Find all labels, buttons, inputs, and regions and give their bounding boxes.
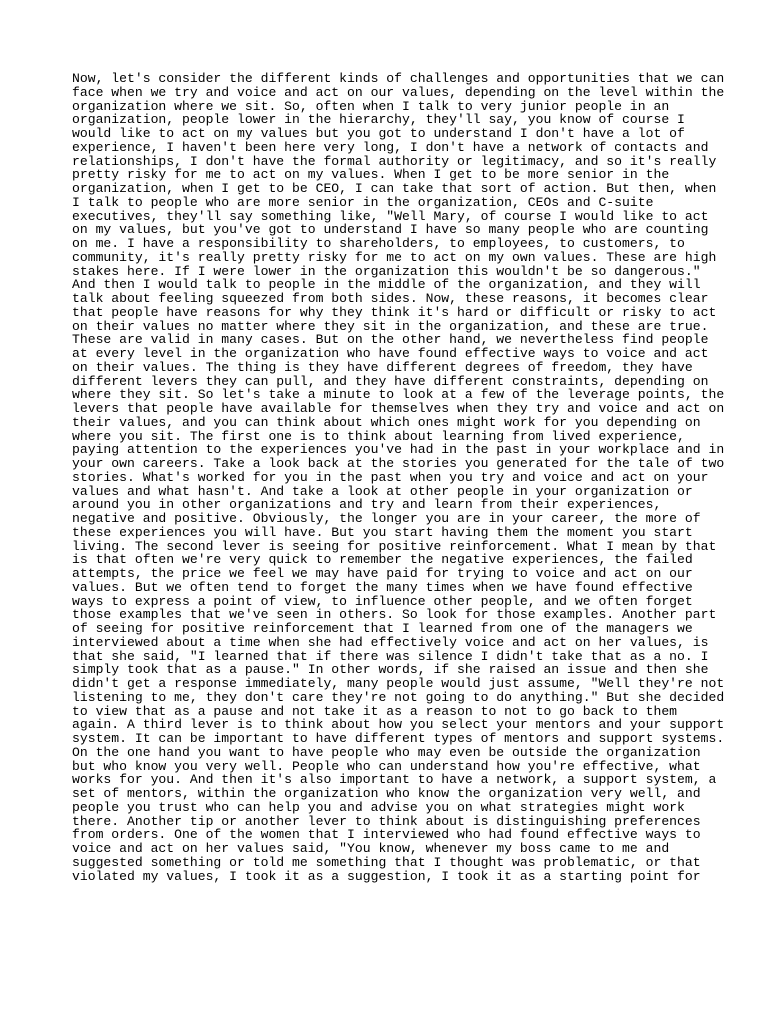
text-line: didn't get a response immediately, many people would just assume, "Well they're not <box>72 676 725 691</box>
text-line: on their values. The thing is they have different degrees of freedom, they have <box>72 359 693 375</box>
text-line: of seeing for positive reinforcement that I learned from one of the managers we <box>72 621 693 636</box>
text-line: that she said, "I learned that if there was silence I didn't take that as a no. I <box>72 648 709 664</box>
text-line: These are valid in many cases. But on the other hand, we nevertheless find people <box>72 332 709 348</box>
text-line: there. Another tip or another lever to think about is distinguishing preferences <box>72 813 701 829</box>
text-line: system. It can be important to have different types of mentors and support systems. <box>72 731 725 746</box>
text-line: suggested something or told me something that I thought was problematic, or that <box>72 854 701 870</box>
text-line: negative and positive. Obviously, the longer you are in your career, the more of <box>72 511 701 526</box>
text-line: those examples that we've seen in others. So look for those examples. Another part <box>72 607 717 623</box>
text-line: living. The second lever is seeing for positive reinforcement. What I mean by that <box>72 538 717 554</box>
text-line: talk about feeling squeezed from both sides. Now, these reasons, it becomes clear <box>72 291 709 306</box>
text-line: around you in other organizations and try and learn from their experiences, <box>72 497 662 513</box>
text-line: pretty risky for me to act on my values. When I get to be more senior in the <box>72 167 670 183</box>
text-line: simply took that as a pause." In other words, if she raised an issue and then she <box>72 662 709 678</box>
text-line: voice and act on her values said, "You know, whenever my boss came to me and <box>72 841 670 856</box>
text-line: I talk to people who are more senior in the organization, CEOs and C-suite <box>72 194 654 210</box>
text-line: organization, people lower in the hierarchy, they'll say, you know of course I <box>72 112 685 128</box>
text-line: executives, they'll say something like, "Well Mary, of course I would like to act <box>72 208 709 224</box>
text-line: on their values no matter where they sit in the organization, and these are true. <box>72 318 709 334</box>
text-line: these experiences you will have. But you start having them the moment you start <box>72 524 693 540</box>
text-line: their values, and you can think about which ones might work for you depending on <box>72 414 701 430</box>
text-line: violated my values, I took it as a suggestion, I took it as a starting point for <box>72 868 701 884</box>
text-line: where they sit. So let's take a minute to look at a few of the leverage points, the <box>72 387 725 403</box>
text-line: paying attention to the experiences you've had in the past in your workplace and in <box>72 442 725 458</box>
text-line: experience, I haven't been here very long, I don't have a network of contacts and <box>72 139 709 155</box>
text-line: to view that as a pause and not take it as a reason to not to go back to them <box>72 703 678 719</box>
text-line: on my values, but you've got to understand I have so many people who are counting <box>72 222 709 238</box>
text-line: from orders. One of the women that I interviewed who had found effective ways to <box>72 827 701 843</box>
text-line: Now, let's consider the different kinds of challenges and opportunities that we can <box>72 71 725 86</box>
text-line: ways to express a point of view, to influence other people, and we often forget <box>72 593 693 609</box>
text-line: different levers they can pull, and they have different constraints, depending on <box>72 373 709 389</box>
text-line: at every level in the organization who have found effective ways to voice and act <box>72 346 709 361</box>
text-line: your own careers. Take a look back at the stories you generated for the tale of two <box>72 456 725 471</box>
text-line: people you trust who can help you and advise you on what strategies might work <box>72 799 685 815</box>
text-line: would like to act on my values but you got to understand I don't have a lot of <box>72 126 685 141</box>
text-line: stakes here. If I were lower in the organization this wouldn't be so dangerous." <box>72 263 701 279</box>
text-line: values. But we often tend to forget the many times when we have found effective <box>72 579 693 595</box>
text-line: works for you. And then it's also important to have a network, a support system, a <box>72 772 717 788</box>
text-line: listening to me, they don't care they're not going to do anything." But she decided <box>72 689 725 705</box>
text-line: organization, when I get to be CEO, I can take that sort of action. But then, when <box>72 181 717 196</box>
text-line: face when we try and voice and act on our values, depending on the level within the <box>72 84 725 100</box>
text-line: And then I would talk to people in the middle of the organization, and they will <box>72 277 701 293</box>
text-line: interviewed about a time when she had effectively voice and act on her values, is <box>72 634 709 650</box>
text-line: values and what hasn't. And take a look at other people in your organization or <box>72 483 693 499</box>
text-line: that people have reasons for why they think it's hard or difficult or risky to act <box>72 304 717 320</box>
text-line: attempts, the price we feel we may have paid for trying to voice and act on our <box>72 566 693 581</box>
text-line: On the one hand you want to have people who may even be outside the organization <box>72 744 701 760</box>
document-page <box>72 71 725 884</box>
text-line: levers that people have available for themselves when they try and voice and act on <box>72 401 725 416</box>
text-line: but who know you very well. People who can understand how you're effective, what <box>72 758 701 774</box>
text-line: relationships, I don't have the formal authority or legitimacy, and so it's really <box>72 153 717 169</box>
text-line: again. A third lever is to think about how you select your mentors and your support <box>72 717 725 733</box>
text-line: set of mentors, within the organization who know the organization very well, and <box>72 786 701 801</box>
text-line: where you sit. The first one is to think about learning from lived experience, <box>72 428 685 444</box>
text-line: stories. What's worked for you in the past when you try and voice and act on your <box>72 469 709 485</box>
text-line: is that often we're very quick to remember the negative experiences, the failed <box>72 552 693 568</box>
text-line: community, it's really pretty risky for me to act on my own values. These are high <box>72 249 717 265</box>
text-line: organization where we sit. So, often when I talk to very junior people in an <box>72 98 670 114</box>
text-line: on me. I have a responsibility to shareholders, to employees, to customers, to <box>72 236 685 251</box>
